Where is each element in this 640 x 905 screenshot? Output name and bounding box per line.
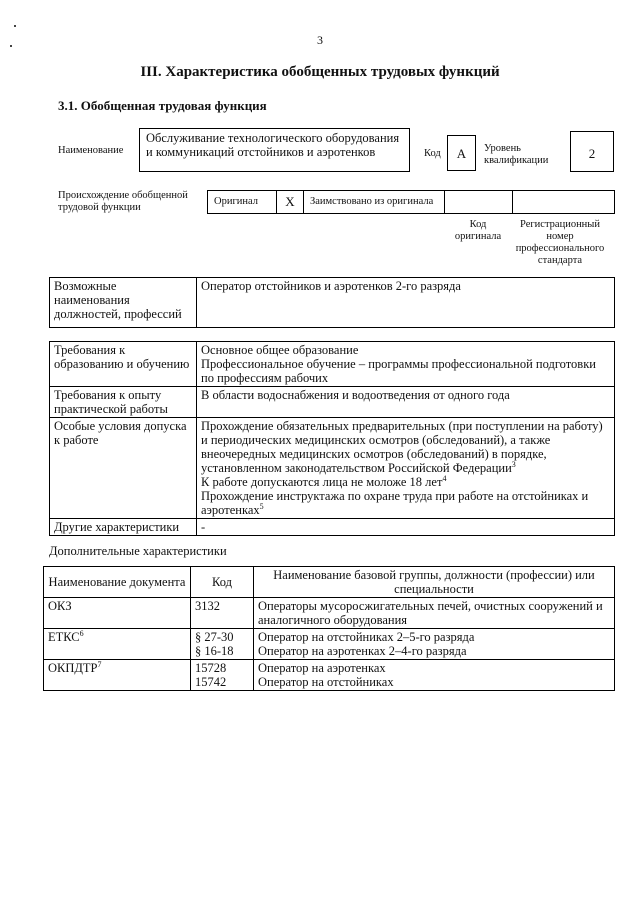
special-line-3-text: Прохождение инструктажа по охране труда при работе на отстойниках и аэротенках bbox=[201, 489, 589, 517]
function-name-value: Обслуживание технологического оборудования и коммуникаций отстойников и аэротенков bbox=[146, 131, 400, 159]
exp-value: В области водоснабжения и водоотведения от одного года bbox=[197, 387, 615, 418]
special-line-2-text: К работе допускаются лица не моложе 18 лет bbox=[201, 475, 443, 489]
positions-table bbox=[49, 277, 615, 328]
origin-reg-cell bbox=[513, 191, 615, 214]
footnote-mark: 5 bbox=[259, 501, 264, 511]
origin-code-caption: Код оригинала bbox=[454, 219, 502, 242]
etks-code-2: § 16-18 bbox=[195, 644, 234, 658]
origin-original: Оригинал bbox=[208, 191, 277, 214]
requirements-table bbox=[49, 341, 615, 536]
special-line-2 bbox=[201, 475, 610, 489]
etks-code-1: § 27-30 bbox=[195, 630, 234, 644]
origin-reg-caption: Регистрационный номер профессионального стандарта bbox=[515, 219, 605, 266]
section-title: III. Характеристика обобщенных трудовых функций bbox=[140, 64, 500, 80]
etks-name-2: Оператор на аэротенках 2–4-го разряда bbox=[258, 644, 467, 658]
special-line-1-text: Прохождение обязательных предварительных (при поступлении на работу) и периодических медицинских осмотров (обследований), а также внеочередных медицинских осмотров (обследований) в порядке, установленном законодательством Российской Федерации bbox=[201, 419, 603, 475]
additional-table bbox=[43, 566, 615, 691]
positions-value: Оператор отстойников и аэротенков 2-го разряда bbox=[197, 278, 615, 328]
footnote-mark: 3 bbox=[511, 459, 516, 469]
col-code-header: Код bbox=[191, 567, 254, 598]
okpdtr-code-2: 15742 bbox=[195, 675, 227, 689]
edu-label: Требования к образованию и обучению bbox=[50, 342, 197, 387]
okpdtr-doc bbox=[44, 660, 191, 691]
special-line-3 bbox=[201, 489, 610, 517]
okz-name: Операторы мусоросжигательных печей, очистных сооружений и аналогичного оборудования bbox=[254, 598, 615, 629]
page-number: 3 bbox=[317, 33, 323, 47]
edu-line-1: Основное общее образование bbox=[201, 343, 359, 357]
subsection-title: 3.1. Обобщенная трудовая функция bbox=[58, 98, 267, 113]
scan-speck bbox=[14, 25, 16, 27]
okpdtr-codes bbox=[191, 660, 254, 691]
etks-name-1: Оператор на отстойниках 2–5-го разряда bbox=[258, 630, 475, 644]
positions-label: Возможные наименования должностей, профессий bbox=[50, 278, 197, 328]
etks-doc-text: ЕТКС bbox=[48, 630, 80, 644]
footnote-mark: 4 bbox=[442, 473, 447, 483]
etks-codes bbox=[191, 629, 254, 660]
name-label: Наименование bbox=[58, 145, 124, 156]
other-label: Другие характеристики bbox=[50, 519, 197, 536]
okz-code: 3132 bbox=[191, 598, 254, 629]
okpdtr-doc-text: ОКПДТР bbox=[48, 661, 98, 675]
function-name-field bbox=[139, 128, 410, 172]
col-doc-header: Наименование документа bbox=[44, 567, 191, 598]
edu-value bbox=[197, 342, 615, 387]
code-box bbox=[447, 135, 476, 171]
level-value: 2 bbox=[588, 146, 596, 161]
okpdtr-names bbox=[254, 660, 615, 691]
okpdtr-name-1: Оператор на аэротенках bbox=[258, 661, 386, 675]
origin-label: Происхождение обобщенной трудовой функции bbox=[58, 190, 188, 213]
special-value bbox=[197, 418, 615, 519]
code-value: A bbox=[456, 146, 467, 161]
edu-line-2: Профессиональное обучение – программы профессиональной подготовки по профессиям рабочих bbox=[201, 357, 596, 385]
okz-doc: ОКЗ bbox=[44, 598, 191, 629]
special-label: Особые условия допуска к работе bbox=[50, 418, 197, 519]
col-name-header: Наименование базовой группы, должности (профессии) или специальности bbox=[254, 567, 615, 598]
other-value: - bbox=[197, 519, 615, 536]
etks-names bbox=[254, 629, 615, 660]
okpdtr-code-1: 15728 bbox=[195, 661, 227, 675]
origin-table bbox=[207, 190, 615, 214]
additional-title: Дополнительные характеристики bbox=[49, 544, 227, 558]
etks-doc bbox=[44, 629, 191, 660]
footnote-mark: 7 bbox=[97, 659, 102, 669]
exp-label: Требования к опыту практической работы bbox=[50, 387, 197, 418]
origin-code-cell bbox=[445, 191, 513, 214]
level-label: Уровень квалификации bbox=[484, 143, 549, 166]
origin-borrowed: Заимствовано из оригинала bbox=[304, 191, 445, 214]
footnote-mark: 6 bbox=[79, 628, 84, 638]
code-label: Код bbox=[424, 148, 441, 159]
origin-original-mark: X bbox=[277, 191, 304, 214]
level-box bbox=[570, 131, 614, 172]
special-line-1 bbox=[201, 419, 610, 475]
okpdtr-name-2: Оператор на отстойниках bbox=[258, 675, 394, 689]
